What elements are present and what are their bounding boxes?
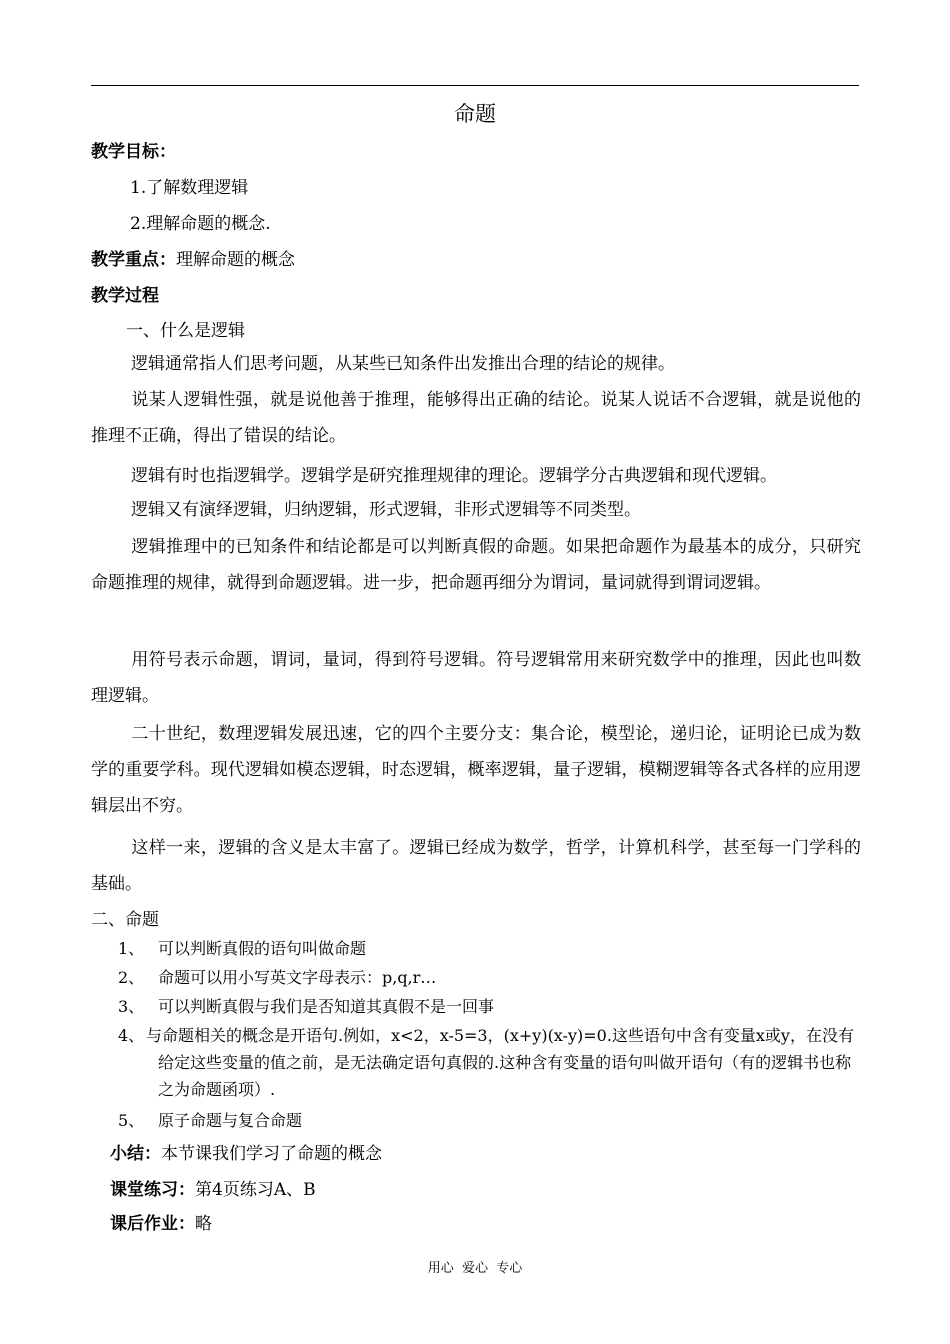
- list-item-number: 5、: [118, 1111, 145, 1130]
- page-footer: 用心 爱心 专心: [427, 1261, 523, 1276]
- list-item: [118, 1108, 860, 1134]
- process-heading: 教学过程: [91, 286, 159, 306]
- exercise-text: 第4页练习A、B: [195, 1180, 316, 1200]
- homework-text: 略: [195, 1214, 212, 1234]
- list-item-number: 3、: [118, 997, 145, 1016]
- list-item-number: 2、: [118, 968, 145, 987]
- key-point: [91, 249, 295, 271]
- list-item-text: 原子命题与复合命题: [158, 1111, 303, 1130]
- list-item: [118, 994, 860, 1020]
- paragraph-5: [91, 529, 861, 601]
- exercise-label: 课堂练习：: [110, 1180, 195, 1200]
- paragraph-1-text: 逻辑通常指人们思考问题，从某些已知条件出发推出合理的结论的规律。: [131, 354, 675, 374]
- paragraph-6: [91, 642, 861, 714]
- goal-heading: 教学目标：: [91, 142, 176, 162]
- paragraph-4-text: 逻辑又有演绎逻辑，归纳逻辑，形式逻辑，非形式逻辑等不同类型。: [131, 500, 641, 520]
- list-item-number: 1、: [118, 939, 145, 958]
- goal-item-1: 1.了解数理逻辑: [130, 178, 249, 198]
- paragraph-5-text: 逻辑推理中的已知条件和结论都是可以判断真假的命题。如果把命题作为最基本的成分，只研究命题推理的规律，就得到命题逻辑。进一步，把命题再细分为谓词，量词就得到谓词逻辑。: [91, 537, 861, 593]
- paragraph-2: [91, 382, 861, 454]
- paragraph-3: [91, 458, 861, 494]
- paragraph-6-text: 用符号表示命题，谓词，量词，得到符号逻辑。符号逻辑常用来研究数学中的推理，因此也叫数理逻辑。: [91, 650, 861, 706]
- summary-label: 小结：: [110, 1144, 161, 1164]
- document-title: 命题: [454, 102, 496, 126]
- paragraph-7: [91, 716, 861, 824]
- summary-text: 本节课我们学习了命题的概念: [161, 1144, 382, 1164]
- section-2-title: 二、命题: [91, 910, 159, 930]
- list-item-text: 可以判断真假与我们是否知道其真假不是一回事: [158, 997, 495, 1016]
- classroom-exercise: [110, 1179, 316, 1201]
- goal-item-2: 2.理解命题的概念.: [130, 214, 271, 234]
- key-point-label: 教学重点：: [91, 250, 176, 270]
- list-item-text: 与命题相关的概念是开语句.例如，x<2，x-5=3，(x+y)(x-y)=0.这些语句中含有变量x或y，在没有给定这些变量的值之前，是无法确定语句真假的.这种含有变量的语句叫做开语句（有的逻辑书也称之为命题函项）.: [146, 1026, 854, 1099]
- list-item-text: 命题可以用小写英文字母表示：p,q,r…: [158, 968, 437, 987]
- paragraph-1: [91, 346, 861, 382]
- list-item: [118, 965, 860, 991]
- key-point-text: 理解命题的概念: [176, 250, 295, 270]
- paragraph-3-text: 逻辑有时也指逻辑学。逻辑学是研究推理规律的理论。逻辑学分古典逻辑和现代逻辑。: [131, 466, 777, 486]
- paragraph-8-text: 这样一来，逻辑的含义是太丰富了。逻辑已经成为数学，哲学，计算机科学，甚至每一门学科的基础。: [91, 838, 861, 894]
- homework: [110, 1213, 212, 1235]
- paragraph-2-text: 说某人逻辑性强，就是说他善于推理，能够得出正确的结论。说某人说话不合逻辑，就是说他的推理不正确，得出了错误的结论。: [91, 390, 861, 446]
- header-rule: [91, 85, 859, 86]
- summary: [110, 1143, 382, 1165]
- list-item: [118, 936, 860, 962]
- homework-label: 课后作业：: [110, 1214, 195, 1234]
- paragraph-7-text: 二十世纪，数理逻辑发展迅速，它的四个主要分支：集合论，模型论，递归论，证明论已成为数学的重要学科。现代逻辑如模态逻辑，时态逻辑，概率逻辑，量子逻辑，模糊逻辑等各式各样的应用逻辑层出不穷。: [91, 724, 861, 816]
- list-item-number: 4、: [118, 1026, 145, 1045]
- paragraph-8: [91, 830, 861, 902]
- list-item-text: 可以判断真假的语句叫做命题: [158, 939, 367, 958]
- paragraph-4: [91, 492, 861, 528]
- list-item: [118, 1022, 860, 1103]
- section-1-title: 一、什么是逻辑: [126, 321, 245, 341]
